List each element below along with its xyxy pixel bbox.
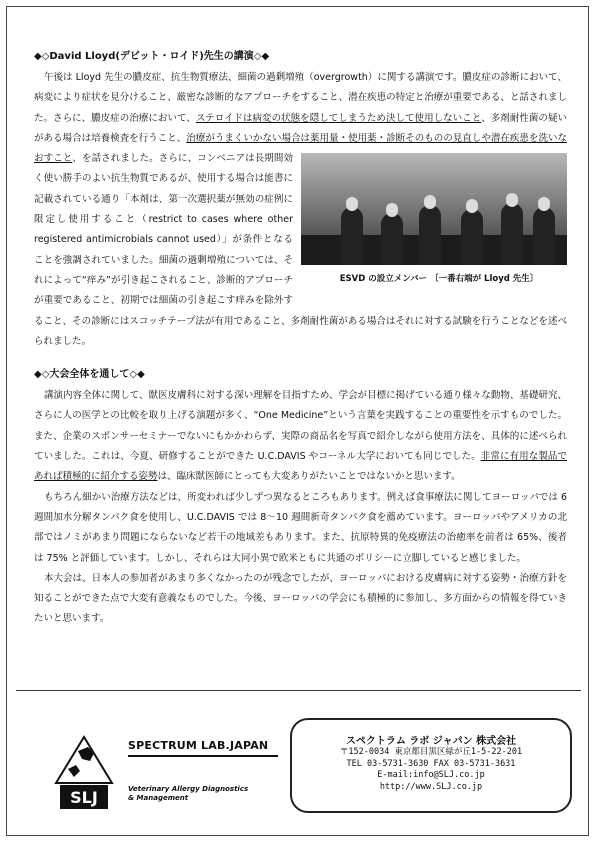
section2-heading: ◆◇大会全体を通して◇◆ [34, 369, 145, 381]
article [34, 50, 567, 630]
underlined-text: 非常に有用な製品であれば積極的に紹介する姿勢 [34, 451, 567, 483]
logo-name: SPECTRUM LAB.JAPAN [128, 739, 269, 752]
company-email[interactable]: E-mail:info@SLJ.co.jp [377, 770, 485, 780]
company-info-box [290, 718, 572, 813]
section1-heading: ◆◇David Lloyd(デビット・ロイド)先生の講演◇◆ [34, 51, 270, 62]
text-run: は、臨床獣医師にとっても大変ありがたいことではないかと思います。 [157, 471, 461, 483]
slj-logo-mark [54, 735, 126, 815]
photo-caption: ESVD の設立メンバー 〔一番右端が Lloyd 先生〕 [339, 274, 539, 285]
section2 [34, 368, 567, 630]
logo-tagline-line2: & Management [128, 794, 189, 802]
section2-paragraph-1 [34, 386, 567, 487]
photo-figure [301, 153, 567, 289]
underlined-text: ステロイドは病変の状態を隠してしまうため決して使用しないこと [195, 112, 482, 124]
logo-tagline [128, 785, 248, 803]
underlined-text: 治療がうまくいかない場合は薬用量・使用薬・診断そのものの見直しや潜在疾患を洗いなおすこと [34, 132, 567, 165]
logo-mark-text: SLJ [70, 788, 98, 807]
esvd-founders-photo [301, 153, 567, 265]
company-name: スペクトラム ラボ ジャパン 株式会社 [345, 736, 517, 747]
text-run: 、を話されました。さらに、コンベニアは長期間効く使い勝手のよい抗生物質であるが、使用する場合は能書に記載されている通り「本剤は、第一次選択薬が無効の症例に限定し使用すること（restrict to cases where other registered antimicrobials cannot used）」が条件となることを強調されていました。細菌の過剰増殖については、それによって“痒み”が引き起こされること、診断的アプローチが重要であること、初期では細菌の引き起こす痒みを除外すること、その診断にはスコッチテープ法が有用であること、多剤耐性菌がある場合はそれに対する試験を行うことなどを述べられました。 [34, 153, 567, 347]
logo-rule [128, 755, 278, 757]
footer-divider [16, 690, 581, 691]
section2-paragraph-2: もちろん細かい治療方法などは、所変われば少しずつ異なるところもあります。例えば食事療法に関してヨーロッパでは 6 週間加水分解タンパク食を使用し、U.C.DAVIS では 8～10 週間新奇タンパク食を薦めています。ヨーロッパやアメリカの北部ではノミがあまり問題にならないなど若干の地域差もあります。また、抗原特異的免疫療法の治癒率を前者は 65%、後者は 75% と評価しています。しかし、それらは大同小異で欧米ともに共通のポリシーに立脚していると感じました。 [34, 491, 567, 564]
logo-tagline-line1: Veterinary Allergy Diagnostics [128, 785, 249, 793]
company-logo [54, 735, 294, 815]
company-url[interactable]: http://www.SLJ.co.jp [379, 781, 483, 792]
text-run: 、多剤耐性菌の疑いがある場合は培養検査を行うこと、 [34, 112, 567, 144]
text-run: 講演内容全体に関して、獣医皮膚科に対する深い理解を目指すため、学会が目標に掲げている通り様々な動物、基礎研究、さらに人の医学との比較を取り上げる演題が多く、“One Medicine”という言葉を実践することの重要性を示すものでした。また、企業のスポンサーセミナーでないにもかかわらず、実際の商品名を写真で紹介しながら使用方法を、具体的に述べられていました。これは、今夏、研修することができた U.C.DAVIS やコーネル大学においても同じでした。 [34, 390, 567, 463]
text-run: 午後は Lloyd 先生の膿皮症、抗生物質療法、細菌の過剰増殖（overgrowth）に関する講演です。膿皮症の診断において、病変により症状を見分けること、厳密な診断的なアプローチをすること、潜在疾患の特定と治療が重要である、と話されました。さらに、膿皮症の治療において、 [34, 72, 567, 124]
section1-paragraph [34, 68, 567, 352]
section2-paragraph-3: 本大会は、日本人の参加者があまり多くなかったのが残念でしたが、ヨーロッパにおける皮膚病に対する姿勢・治療方針を知ることができた点で大変有意義なものでした。今後、ヨーロッパの学会にも積極的に参加し、多方面からの情報を得ていきたいと思います。 [34, 572, 567, 625]
company-phone: TEL 03-5731-3630 FAX 03-5731-3631 [346, 758, 516, 769]
company-address: 〒152-0034 東京都目黒区緑が丘1-5-22-201 [339, 747, 523, 757]
